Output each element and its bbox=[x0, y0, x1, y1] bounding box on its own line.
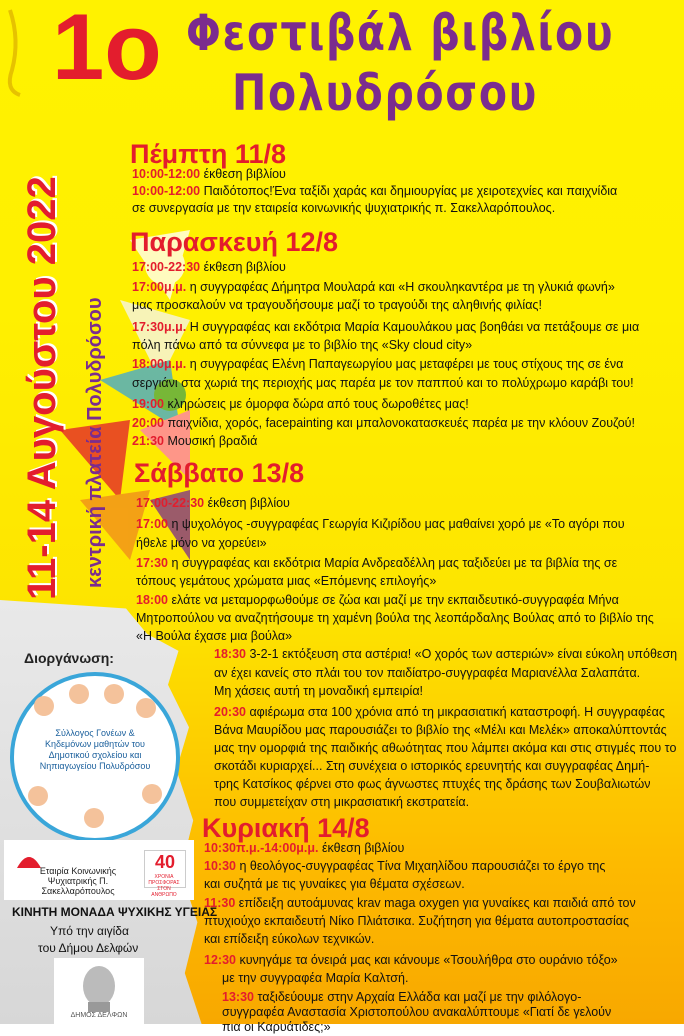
music-note-icon bbox=[10, 10, 20, 95]
event-line: Μητροπούλου να αναζητήσουμε τη χαμένη βούλα της λεοπάρδαλης Βούλας από το βιβλίο της bbox=[136, 611, 654, 625]
event-line: ήθελε μόνο να χορεύει» bbox=[136, 536, 267, 550]
event-line: σκοτάδι κυριαρχεί... Στη συνέχεια ο ιστορικός ερευνητής και συγγραφέας Δημή- bbox=[214, 759, 650, 773]
event-line: 17:30 η συγγραφέας και εκδότρια Μαρία Ανδρεαδέλλη μας ταξιδεύει με τα βιβλία της σε bbox=[136, 556, 618, 570]
event-line: 10:30 η θεολόγος-συγγραφέας Τίνα Μιχαηλίδου παρουσιάζει το έργο της bbox=[204, 859, 606, 873]
event-line: 11:30 επίδειξη αυτοάμυνας krav maga oxygen για γυναίκες και παιδιά από τον bbox=[204, 896, 636, 910]
event-line: και επίδειξη εύκολων τεχνικών. bbox=[204, 932, 375, 946]
event-line: αν έχει κανείς στο πλάι του τον παιδίατρο-συγγραφέα Μαριανέλλα Σαλαπάτα. bbox=[214, 666, 641, 680]
aegis-line1: Υπό την αιγίδα bbox=[50, 924, 129, 938]
event-line: μας προσκαλούν να τραγουδήσουμε μαζί το τραγούδι της αληθινής φιλίας! bbox=[132, 298, 542, 312]
event-line: πόλη πάνω από τα σύννεφα με το βιβλίο της «Sky cloud city» bbox=[132, 338, 473, 352]
day-title-sunday: Κυριακή 14/8 bbox=[202, 813, 370, 843]
event-line: σε συνεργασία με την εταιρεία κοινωνικής ψυχιατρικής π. Σακελλαρόπουλος. bbox=[132, 201, 556, 215]
event-line: 21:30 Μουσική βραδιά bbox=[132, 434, 258, 448]
day-title-thursday: Πέμπτη 11/8 bbox=[130, 139, 286, 169]
event-line: 13:30 ταξιδεύουμε στην Αρχαία Ελλάδα και μαζί με την φιλόλογο- bbox=[222, 990, 582, 1004]
delphi-municipality-logo bbox=[54, 958, 144, 1024]
delphi-logo-text: ΔΗΜΟΣ ΔΕΛΦΩΝ bbox=[70, 1012, 128, 1019]
event-line: Βάνα Μαυρίδου μας παρουσιάζει το βιβλίο της «Μέλι και Μελέκ» αποκαλύπτοντάς bbox=[214, 723, 667, 737]
aegis-line2: του Δήμου Δελφών bbox=[38, 941, 139, 955]
event-line: 18:30 3-2-1 εκτόξευση στα αστέρια! «Ο χορός των αστεριών» είναι εύκολη υπόθεση bbox=[214, 647, 678, 661]
event-line: 12:30 κυνηγάμε τα όνειρά μας και κάνουμε «Τσουλήθρα στο ουράνιο τόξο» bbox=[204, 953, 618, 967]
anniversary-badge: 40 bbox=[144, 850, 186, 888]
anniversary-badge-sub: ΧΡΟΝΙΑ ΠΡΟΣΦΟΡΑΣ ΣΤΟΝ ΑΝΘΡΩΠΟ bbox=[148, 874, 180, 898]
day-title-saturday: Σάββατο 13/8 bbox=[134, 458, 305, 488]
event-line: 17:00μ.μ. η συγγραφέας Δήμητρα Μουλαρά και «Η σκουληκαντέρα με τη γλυκιά φωνή» bbox=[132, 280, 615, 294]
festival-dates: 11-14 Αυγούστου 2022 bbox=[20, 176, 64, 600]
event-line: 10:30π.μ.-14:00μ.μ. έκθεση βιβλίου bbox=[204, 841, 405, 855]
event-line: «Η Βούλα έχασε μια βούλα» bbox=[136, 629, 293, 643]
event-line: πτυχιούχο εκπαιδευτή Νίκο Πλιάτσικα. Συζήτηση για θέματα αυτοπροστασίας bbox=[204, 914, 630, 928]
event-line: με την συγγραφέα Μαρία Καλτσή. bbox=[222, 971, 409, 985]
event-line: 10:00-12:00 έκθεση βιβλίου bbox=[132, 167, 286, 181]
organizer-name: Σύλλογος Γονέων & Κηδεμόνων μαθητών του Δημοτικού σχολείου και Νηπιαγωγείου Πολυδρόσου bbox=[39, 728, 151, 771]
event-line: 17:30μ.μ. Η συγγραφέας και εκδότρια Μαρία Καμουλάκου μας βοηθάει να πετάξουμε σε μια bbox=[132, 320, 640, 334]
event-line: και συζητά με τις γυναίκες για θέματα σχέσεων. bbox=[204, 877, 465, 891]
sponsor-name: Εταιρία Κοινωνικής Ψυχιατρικής Π. Σακελλαρόπουλος bbox=[39, 866, 117, 896]
mobile-unit-label: ΚΙΝΗΤΗ ΜΟΝΑΔΑ ΨΥΧΙΚΗΣ ΥΓΕΙΑΣ bbox=[12, 905, 218, 919]
event-line: τόπους γεμάτους χρώματα μιας «Επόμενης επιλογής» bbox=[136, 574, 437, 588]
event-line: 18:00μ.μ. η συγγραφέας Ελένη Παπαγεωργίου μας μεταφέρει με τους στίχους της σε ένα bbox=[132, 357, 624, 371]
event-line: 17:00-22:30 έκθεση βιβλίου bbox=[132, 260, 286, 274]
event-line: 20:30 αφιέρωμα στα 100 χρόνια από τη μικρασιατική καταστροφή. Η συγγραφέας bbox=[214, 705, 665, 719]
event-line: μας την ομορφιά της παιδικής αθωότητας που λάμπει ακόμα και στις στιγμές που το bbox=[214, 741, 677, 755]
event-line: Μη χάσεις αυτή τη μοναδική εμπειρία! bbox=[214, 684, 424, 698]
day-title-friday: Παρασκευή 12/8 bbox=[130, 227, 338, 257]
event-line: 10:00-12:00 Παιδότοπος!Ένα ταξίδι χαράς και δημιουργίας με χειροτεχνίες και παιχνίδια bbox=[132, 184, 618, 198]
event-line: σεργιάνι στα χωριά της περιοχής μας παρέα με τον παππού και το πολύχρωμο καράβι του! bbox=[132, 376, 634, 390]
festival-number: 1ο bbox=[52, 0, 162, 99]
organizer-label: Διοργάνωση: bbox=[24, 650, 114, 666]
event-line: συγγραφέα Αναστασία Χριστοπούλου ανακαλύπτουμε «Γιατί δε γελούν bbox=[222, 1005, 612, 1019]
poster-title-line1: Φεστιβάλ βιβλίου bbox=[186, 4, 615, 62]
poster-title-line2: Πολυδρόσου bbox=[232, 64, 538, 122]
event-line: 17:00 η ψυχολόγος -συγγραφέας Γεωργία Κιζιρίδου μας μαθαίνει χορό με «Το αγόρι που bbox=[136, 517, 625, 531]
event-line: που συμμετείχαν στη μικρασιατική εκστρατεία. bbox=[214, 795, 470, 809]
event-line: πια οι Καρυάτιδες;» bbox=[222, 1020, 331, 1034]
event-line: τρης Κατσίκος φέρνει στο φως άγνωστες πτυχές της δράσης των Σουβαλιωτών bbox=[214, 777, 651, 791]
event-line: 17:00-22:30 έκθεση βιβλίου bbox=[136, 496, 290, 510]
festival-venue: κεντρική πλατεία Πολυδρόσου bbox=[84, 297, 106, 588]
event-line: 20:00 παιχνίδια, χορός, facepainting και μπαλονοκατασκευές παρέα με την κλόουν Ζουζού! bbox=[132, 416, 635, 430]
event-line: 19:00 κληρώσεις με όμορφα δώρα από τους δωροθέτες μας! bbox=[132, 397, 469, 411]
event-line: 18:00 ελάτε να μεταμορφωθούμε σε ζώα και μαζί με την εκπαιδευτικό-συγγραφέα Μήνα bbox=[136, 593, 619, 607]
